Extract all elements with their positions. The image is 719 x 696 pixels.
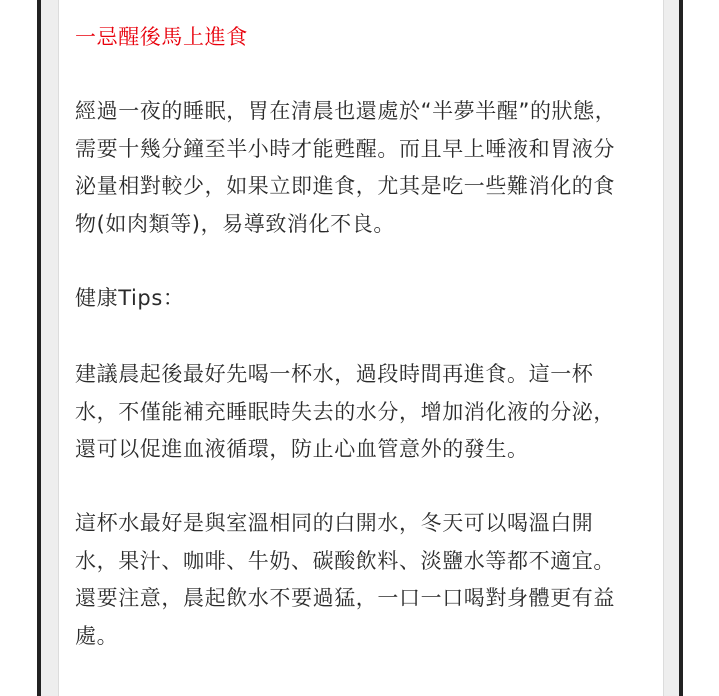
- article-card: [58, 0, 664, 696]
- text-line: 建議晨起後最好先喝一杯水，過段時間再進食。這一杯: [75, 362, 594, 386]
- text-line: 水，果汁、咖啡、牛奶、碳酸飲料、淡鹽水等都不適宜。: [75, 548, 615, 573]
- device-frame: [37, 0, 683, 696]
- paragraph-tip: [75, 356, 615, 469]
- paragraph-intro: [75, 93, 616, 243]
- text-line: 泌量相對較少，如果立即進食，尤其是吃一些難消化的食: [75, 174, 615, 198]
- text-line: 還要注意，晨起飲水不要過猛，一口一口喝對身體更有益: [75, 586, 615, 610]
- text-line: 物(如肉類等)，易導致消化不良。: [75, 211, 395, 236]
- text-line: 需要十幾分鐘至半小時才能甦醒。而且早上唾液和胃液分: [75, 136, 615, 161]
- text-line: 水，不僅能補充睡眠時失去的水分，增加消化液的分泌，: [75, 399, 615, 424]
- section-heading: 一忌醒後馬上進食: [75, 25, 248, 49]
- text-line: 還可以促進血液循環，防止心血管意外的發生。: [75, 437, 529, 461]
- text-line: 經過一夜的睡眠，胃在清晨也還處於“半夢半醒”的狀態，: [75, 99, 617, 123]
- text-line: 處。: [75, 623, 119, 648]
- tips-label: 健康Tips：: [75, 286, 185, 310]
- paragraph-water: [75, 505, 615, 655]
- text-line: 這杯水最好是與室溫相同的白開水，冬天可以喝溫白開: [75, 511, 594, 535]
